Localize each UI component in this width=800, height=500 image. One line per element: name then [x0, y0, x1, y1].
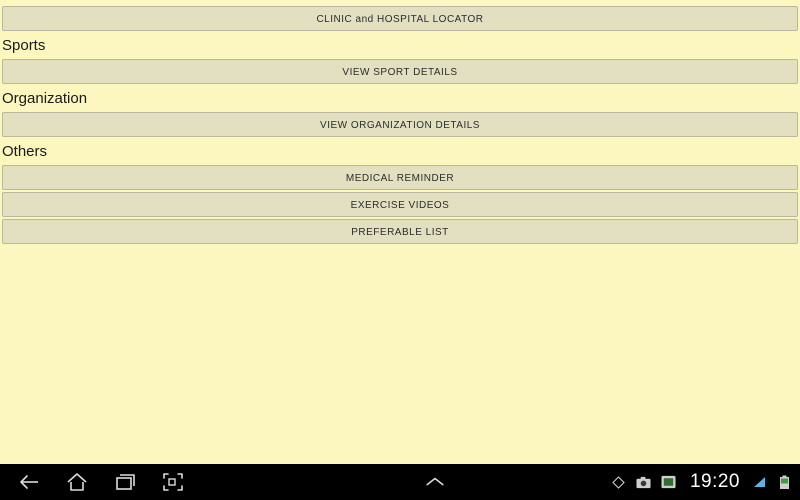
system-navigation-bar [0, 464, 800, 500]
section-label-sports: Sports [2, 37, 46, 54]
screenshot-icon[interactable] [160, 469, 186, 495]
top-spacer [0, 2, 800, 4]
home-icon[interactable] [64, 469, 90, 495]
diamond-icon [611, 475, 626, 490]
back-arrow-icon[interactable] [16, 469, 42, 495]
section-label-organization: Organization [2, 90, 88, 107]
recent-apps-icon[interactable] [112, 469, 138, 495]
status-tray[interactable] [611, 471, 800, 493]
view-sport-details-button[interactable]: VIEW SPORT DETAILS [2, 59, 798, 84]
view-organization-details-button[interactable]: VIEW ORGANIZATION DETAILS [2, 112, 798, 137]
camera-icon [636, 475, 651, 490]
preferable-list-button[interactable]: PREFERABLE LIST [2, 219, 798, 244]
battery-icon [777, 475, 792, 490]
screenshot-status-icon [661, 475, 676, 490]
medical-reminder-button[interactable]: MEDICAL REMINDER [2, 165, 798, 190]
chevron-up-icon[interactable] [422, 469, 448, 495]
exercise-videos-button[interactable]: EXERCISE VIDEOS [2, 192, 798, 217]
signal-icon [752, 475, 767, 490]
clinic-hospital-locator-button[interactable]: CLINIC and HOSPITAL LOCATOR [2, 6, 798, 31]
section-label-others: Others [2, 143, 48, 160]
nav-left-group [0, 469, 260, 495]
status-clock: 19:20 [689, 471, 740, 492]
nav-center-group [260, 469, 611, 495]
